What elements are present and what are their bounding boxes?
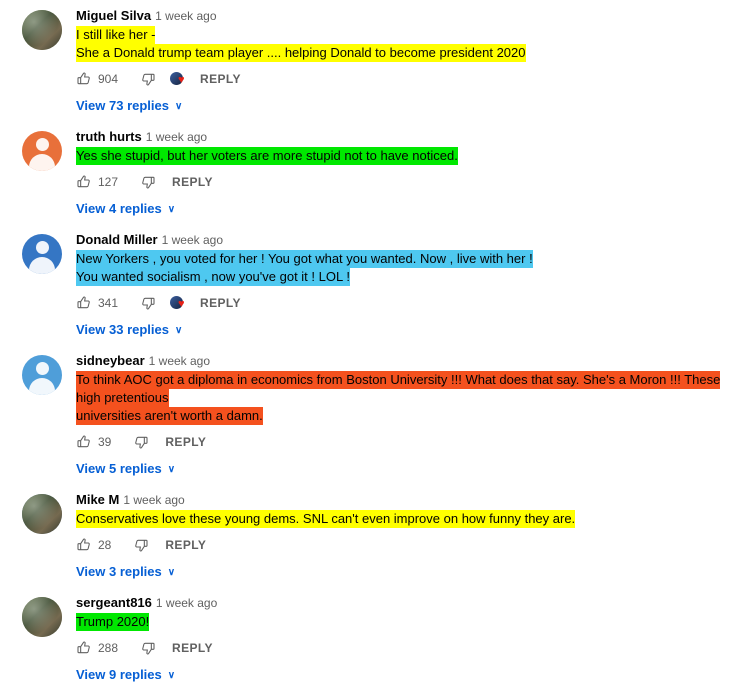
view-replies-label: View 4 replies [76, 201, 162, 216]
reply-button[interactable]: REPLY [200, 296, 241, 310]
highlighted-text: Conservatives love these young dems. SNL can't even improve on how funny they are. [76, 511, 576, 526]
avatar-head-icon [36, 362, 49, 375]
reply-button[interactable]: REPLY [165, 538, 207, 552]
avatar-container[interactable] [22, 595, 62, 684]
chevron-down-icon: ∨ [175, 100, 183, 112]
avatar-body-icon [29, 154, 55, 171]
view-replies-button[interactable] [76, 564, 175, 579]
comment-actions [76, 431, 726, 453]
reply-button[interactable]: REPLY [172, 175, 213, 189]
comment-author[interactable]: Miguel Silva [76, 8, 152, 23]
thumbs-up-icon[interactable] [76, 537, 92, 553]
view-replies-label: View 73 replies [76, 98, 169, 113]
like-action[interactable] [76, 71, 118, 87]
view-replies-button[interactable] [76, 322, 182, 337]
avatar[interactable] [22, 355, 62, 395]
highlighted-text: I still like her - [76, 27, 156, 42]
comment-meta [76, 353, 726, 369]
reply-button[interactable]: REPLY [165, 435, 207, 449]
comment-text [76, 26, 726, 62]
chevron-down-icon: ∨ [167, 669, 176, 681]
heart-icon: ♥ [178, 74, 185, 86]
thumbs-down-icon[interactable] [140, 295, 156, 311]
comment-author[interactable]: sidneybear [76, 353, 145, 368]
dislike-action[interactable] [140, 640, 156, 656]
comment-text-line [76, 44, 726, 62]
comment-timestamp[interactable]: 1 week ago [161, 233, 224, 247]
comment-timestamp[interactable]: 1 week ago [145, 130, 208, 144]
view-replies-button[interactable] [76, 667, 175, 682]
highlighted-text: New Yorkers , you voted for her ! You got what you wanted. Now , live with her ! [76, 251, 533, 266]
chevron-down-icon: ∨ [167, 566, 176, 578]
avatar-head-icon [36, 241, 49, 254]
like-action[interactable] [76, 434, 111, 450]
creator-heart[interactable] [170, 71, 192, 87]
like-action[interactable] [76, 537, 111, 553]
thumbs-down-icon[interactable] [140, 640, 156, 656]
dislike-action[interactable] [140, 174, 156, 190]
avatar[interactable] [22, 10, 62, 50]
thumbs-down-icon[interactable] [133, 434, 149, 450]
comment-meta [76, 232, 726, 248]
like-action[interactable] [76, 295, 118, 311]
highlighted-text: Trump 2020! [76, 614, 150, 629]
view-replies-label: View 33 replies [76, 322, 169, 337]
avatar[interactable] [22, 494, 62, 534]
avatar-body-icon [29, 257, 55, 274]
reply-button[interactable]: REPLY [200, 72, 241, 86]
like-count: 127 [98, 175, 119, 189]
comment-body [76, 595, 726, 684]
comment-thread [0, 595, 736, 684]
avatar[interactable] [22, 131, 62, 171]
like-count: 39 [98, 435, 112, 449]
comment-text [76, 613, 726, 631]
view-replies-label: View 9 replies [76, 667, 162, 682]
thumbs-up-icon[interactable] [76, 295, 92, 311]
comment-text [76, 250, 726, 286]
comment-meta [76, 595, 726, 611]
chevron-down-icon: ∨ [167, 203, 176, 215]
like-action[interactable] [76, 640, 118, 656]
avatar[interactable] [22, 597, 62, 637]
chevron-down-icon: ∨ [167, 463, 176, 475]
comment-thread [0, 232, 736, 339]
comment-body [76, 232, 726, 339]
like-count: 288 [98, 641, 119, 655]
avatar-container[interactable] [22, 492, 62, 581]
heart-icon: ♥ [178, 298, 185, 310]
avatar-container[interactable] [22, 353, 62, 478]
view-replies-button[interactable] [76, 461, 175, 476]
avatar-container[interactable] [22, 8, 62, 115]
highlighted-text: She a Donald trump team player .... helping Donald to become president 2020 [76, 45, 526, 60]
comment-text [76, 371, 726, 425]
comment-thread [0, 8, 736, 115]
comment-text-line [76, 147, 726, 165]
thumbs-up-icon[interactable] [76, 434, 92, 450]
comment-text [76, 147, 726, 165]
comment-meta [76, 129, 726, 145]
comment-author[interactable]: Mike M [76, 492, 120, 507]
like-action[interactable] [76, 174, 118, 190]
avatar[interactable] [22, 234, 62, 274]
comment-timestamp[interactable]: 1 week ago [148, 354, 211, 368]
comment-actions [76, 292, 726, 314]
comment-body [76, 8, 726, 115]
comment-timestamp[interactable]: 1 week ago [155, 596, 218, 610]
view-replies-button[interactable] [76, 201, 175, 216]
dislike-action[interactable] [140, 71, 156, 87]
avatar-head-icon [36, 138, 49, 151]
view-replies-label: View 5 replies [76, 461, 162, 476]
comment-text [76, 510, 726, 528]
highlighted-text: Yes she stupid, but her voters are more stupid not to have noticed. [76, 148, 458, 163]
highlighted-text: To think AOC got a diploma in economics from Boston University !!! What does that say. She's a Moron !!! These high pretentious [76, 372, 721, 405]
comment-actions [76, 534, 726, 556]
thumbs-up-icon[interactable] [76, 640, 92, 656]
like-count: 904 [98, 72, 119, 86]
reply-button[interactable]: REPLY [172, 641, 213, 655]
comment-text-line [76, 613, 726, 631]
comment-actions [76, 171, 726, 193]
dislike-action[interactable] [140, 295, 156, 311]
comment-author[interactable]: Donald Miller [76, 232, 158, 247]
creator-heart[interactable] [170, 295, 192, 311]
like-count: 28 [98, 538, 112, 552]
thumbs-down-icon[interactable] [140, 174, 156, 190]
dislike-action[interactable] [133, 434, 149, 450]
comment-text-line [76, 371, 726, 407]
comment-timestamp[interactable]: 1 week ago [123, 493, 185, 507]
thumbs-down-icon[interactable] [140, 71, 156, 87]
comment-thread [0, 353, 736, 478]
highlighted-text: You wanted socialism , now you've got it ! LOL ! [76, 269, 350, 284]
comment-text-line [76, 268, 726, 286]
comment-author[interactable]: truth hurts [76, 129, 142, 144]
comment-timestamp[interactable]: 1 week ago [155, 9, 217, 23]
comment-body [76, 353, 726, 478]
thumbs-down-icon[interactable] [133, 537, 149, 553]
comment-text-line [76, 510, 726, 528]
comment-meta [76, 492, 726, 508]
thumbs-up-icon[interactable] [76, 174, 92, 190]
dislike-action[interactable] [133, 537, 149, 553]
comment-meta [76, 8, 726, 24]
comment-body [76, 129, 726, 218]
comment-thread [0, 492, 736, 581]
comment-author[interactable]: sergeant816 [76, 595, 152, 610]
chevron-down-icon: ∨ [175, 324, 183, 336]
comment-thread [0, 129, 736, 218]
avatar-container[interactable] [22, 232, 62, 339]
comment-body [76, 492, 726, 581]
comment-text-line [76, 250, 726, 268]
like-count: 341 [98, 296, 119, 310]
view-replies-button[interactable] [76, 98, 182, 113]
comment-text-line [76, 407, 726, 425]
comment-actions [76, 637, 726, 659]
comment-actions [76, 68, 726, 90]
thumbs-up-icon[interactable] [76, 71, 92, 87]
avatar-container[interactable] [22, 129, 62, 218]
avatar-body-icon [29, 378, 55, 395]
comment-text-line [76, 26, 726, 44]
view-replies-label: View 3 replies [76, 564, 162, 579]
highlighted-text: universities aren't worth a damn. [76, 408, 263, 423]
